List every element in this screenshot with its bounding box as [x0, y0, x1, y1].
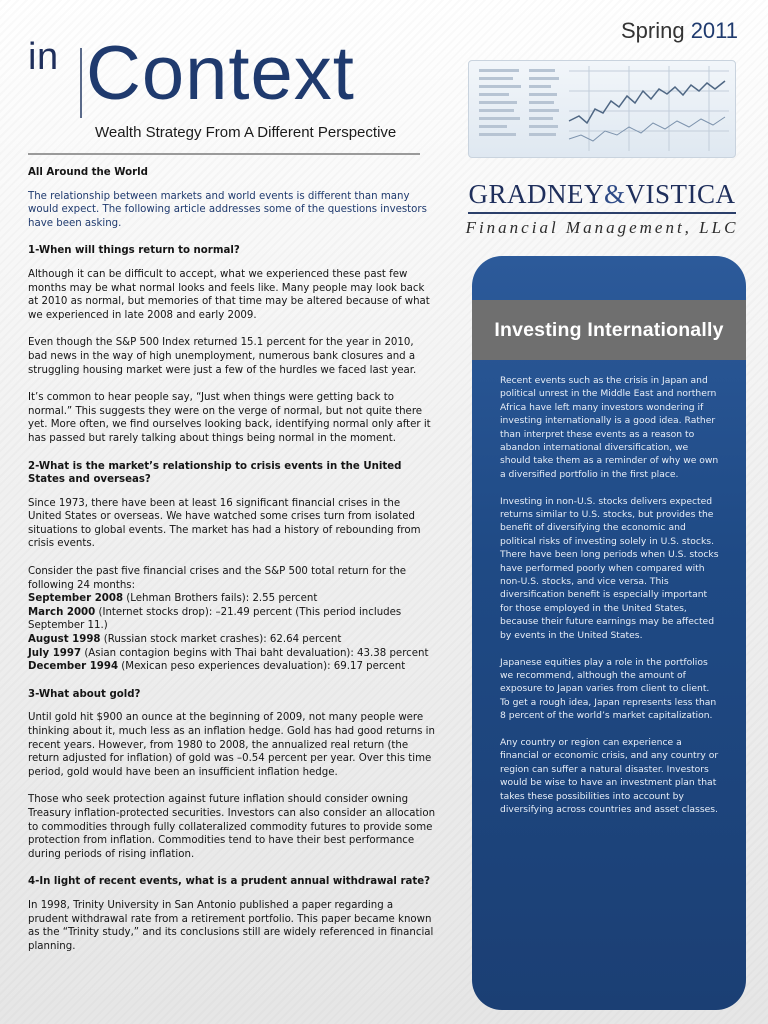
- sidebar-paragraph-4: Any country or region can experience a financial or economic crisis, and any country or region can suffer a natural disaster. Investors would be wise to have an investment plan that takes these possibilities into account by diversifying across countries and asset classes.: [500, 736, 719, 815]
- masthead-title: Context: [86, 31, 355, 116]
- tagline: Wealth Strategy From A Different Perspective: [95, 124, 397, 141]
- question-3: 3-What about gold?: [28, 688, 141, 700]
- sidebar-paragraph-2: Investing in non-U.S. stocks delivers expected returns similar to U.S. stocks, but provides the benefit of diversifying the economic and political risks of investing solely in U.S. stocks. There have been long periods when U.S. stocks have performed poorly when compared with non-U.S. stocks, and vice versa. This diversification benefit is especially important for those employed in the United States, because their future earnings may be affected by events in the United States.: [500, 495, 719, 641]
- sidebar-panel: [472, 256, 746, 1010]
- firm-subtitle: Financial Management, LLC: [465, 218, 739, 237]
- crisis-date: March 2000: [28, 606, 96, 618]
- stock-chart-photo: [468, 60, 736, 158]
- sidebar-body: [472, 360, 746, 816]
- masthead-rule: [28, 153, 420, 155]
- crisis-text: (Internet stocks drop): –21.49 percent (This period includes September 11.): [28, 606, 402, 632]
- sidebar-paragraph-3: Japanese equities play a role in the portfolios we recommend, although the amount of exposure to Japan varies from client to client. To get a rough idea, Japan represents less than 8 percent of the world’s market capitalization.: [500, 656, 717, 722]
- crisis-item: [28, 647, 436, 661]
- crisis-text: (Asian contagion begins with Thai baht devaluation): 43.38 percent: [81, 647, 429, 659]
- firm-ampersand: &: [603, 179, 626, 209]
- issue-year: 2011: [690, 18, 738, 43]
- firm-name-left: GRADNEY: [468, 179, 604, 209]
- firm-rule: [468, 212, 736, 214]
- q1-paragraph-1: Although it can be difficult to accept, what we experienced these past few months may be what normal looks and feels like. Many people may look back at 2010 as normal, but memories of that time may be altered because of what we experienced in late 2008 and early 2009.: [28, 268, 430, 321]
- article-title: All Around the World: [28, 167, 148, 178]
- q1-paragraph-2: Even though the S&P 500 Index returned 15.1 percent for the year in 2010, bad news in the way of high unemployment, numerous bank closures and a struggling housing market were just a few of the hurdles we faced last year.: [28, 337, 417, 376]
- crisis-text: (Lehman Brothers fails): 2.55 percent: [123, 593, 318, 605]
- q3-paragraph-1: Until gold hit $900 an ounce at the beginning of 2009, not many people were thinking about it, much less as an inflation hedge. Gold has had good returns in recent years. However, from 1980 to 2008, the annualized real return (the return adjusted for inflation) of gold was –0.54 percent per year. Over this time period, gold would have been an insufficient inflation hedge.: [28, 712, 435, 778]
- crisis-text: (Mexican peso experiences devaluation): 69.17 percent: [118, 661, 406, 673]
- question-2: 2-What is the market’s relationship to crisis events in the United States and overseas?: [28, 460, 402, 486]
- crisis-date: December 1994: [28, 661, 119, 673]
- q4-paragraph-1: In 1998, Trinity University in San Antonio published a paper regarding a prudent withdrawal rate from a retirement portfolio. This paper became known as the “Trinity study,” and its conclusions still are widely referenced in financial planning.: [28, 899, 434, 952]
- crisis-date: July 1997: [28, 647, 82, 659]
- sidebar-title: Investing Internationally: [494, 318, 724, 341]
- question-1: 1-When will things return to normal?: [28, 245, 240, 257]
- firm-name-right: VISTICA: [625, 179, 736, 209]
- sidebar-cap: [472, 256, 746, 300]
- crisis-date: August 1998: [28, 634, 101, 646]
- crisis-list: [28, 565, 436, 674]
- q2-paragraph-1: Since 1973, there have been at least 16 significant financial crises in the United States or overseas. We have watched some crises turn from isolated situations to global events. The market has had a history of rebounding from crisis events.: [28, 497, 421, 550]
- article-intro: The relationship between markets and world events is different than many would expect. The following article addresses some of the questions investors have been asking.: [28, 190, 427, 229]
- q1-paragraph-3: It’s common to hear people say, “Just when things were getting back to normal.” This suggests they were on the verge of normal, but not quite there yet. More often, we find ourselves looking back, identifying normal only after it has passed but rarely talking about things being normal in the moment.: [28, 392, 431, 444]
- q2-paragraph-2: Consider the past five financial crises and the S&P 500 total return for the following 24 months:: [28, 566, 407, 591]
- issue-season: Spring: [620, 18, 685, 43]
- sidebar-paragraph-1: Recent events such as the crisis in Japan and political unrest in the Middle East and northern Africa have left many investors wondering if investing internationally is a good idea. Rather than interpret these events as a reason to abandon international diversification, we should take them as a reminder of why we own a diversified portfolio in the first place.: [500, 375, 719, 480]
- issue-date: [621, 18, 738, 44]
- crisis-item: [28, 592, 436, 606]
- question-4: 4-In light of recent events, what is a prudent annual withdrawal rate?: [28, 876, 431, 888]
- firm-name: [464, 178, 740, 210]
- sidebar-banner: [472, 300, 746, 360]
- crisis-item: [28, 606, 436, 633]
- firm-logo: [464, 178, 740, 238]
- main-article: [28, 166, 436, 967]
- masthead-divider: [80, 48, 82, 118]
- crisis-date: September 2008: [28, 593, 124, 605]
- masthead-in: in: [28, 36, 59, 78]
- q3-paragraph-2: Those who seek protection against future inflation should consider owning Treasury inflation-protected securities. Investors can also consider an allocation to commodities through fully collateralized commodity futures to provide some protection from inflation. Commodities tend to have their best performance during periods of rising inflation.: [28, 794, 436, 860]
- crisis-item: [28, 633, 436, 647]
- crisis-item: [28, 660, 436, 674]
- crisis-text: (Russian stock market crashes): 62.64 percent: [100, 634, 342, 646]
